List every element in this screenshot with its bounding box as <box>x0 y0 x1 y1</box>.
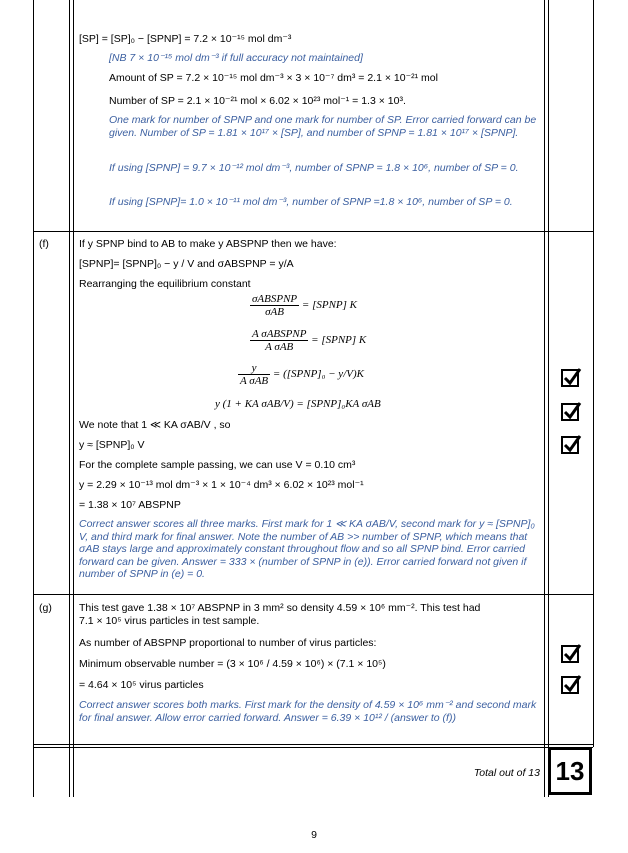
checkbox-checked-icon <box>561 436 579 454</box>
part-label-f: (f) <box>39 238 49 250</box>
table-divider-double-b <box>73 0 74 797</box>
amount-of-sp: Amount of SP = 7.2 × 10⁻¹⁵ mol dm⁻³ × 3 × 10⁻⁷ dm³ = 2.1 × 10⁻²¹ mol <box>109 72 438 84</box>
row-separator-total-b <box>33 747 593 748</box>
eq1-denominator: σAB <box>265 306 284 318</box>
g-line1: This test gave 1.38 × 10⁷ ABSPNP in 3 mm² so density 4.59 × 10⁶ mm⁻². This test had <box>79 602 481 614</box>
f-rearrange: Rearranging the equilibrium constant <box>79 278 251 290</box>
table-divider-double-a <box>69 0 70 797</box>
checkbox-checked-icon <box>561 676 579 694</box>
eq3-rhs: = ([SPNP]₀ − y/V)K <box>272 368 364 381</box>
table-divider-right-a <box>544 0 545 797</box>
f-intro: If y SPNP bind to AB to make y ABSPNP then we have: <box>79 238 337 250</box>
total-label: Total out of 13 <box>473 767 540 779</box>
total-score-box: 13 <box>548 747 592 795</box>
eq3-denominator: A σAB <box>240 375 269 387</box>
eq2-denominator: A σAB <box>265 341 294 353</box>
eq1-numerator: σABSPNP <box>252 293 298 305</box>
checkbox-checked-icon <box>561 403 579 421</box>
row-separator-total-a <box>33 744 593 745</box>
equation-3 <box>238 362 364 387</box>
part-label-g: (g) <box>39 602 52 614</box>
sp-equation: [SP] = [SP]₀ − [SPNP] = 7.2 × 10⁻¹⁵ mol dm⁻³ <box>79 33 292 45</box>
row-separator-ef <box>33 231 593 232</box>
f-relation: [SPNP]= [SPNP]₀ − y / V and σABSPNP = y/A <box>79 258 294 270</box>
g-line2: 7.1 × 10⁵ virus particles in test sample. <box>79 615 260 627</box>
checkbox-checked-icon <box>561 645 579 663</box>
f-approx: y ≈ [SPNP]₀ V <box>79 439 145 451</box>
eq3-numerator: y <box>238 362 270 375</box>
table-left-border <box>33 0 34 797</box>
eq2-rhs: = [SPNP] K <box>311 334 367 347</box>
f-calculation: y = 2.29 × 10⁻¹³ mol dm⁻³ × 1 × 10⁻⁴ dm³ × 6.02 × 10²³ mol⁻¹ <box>79 479 364 491</box>
number-of-sp: Number of SP = 2.1 × 10⁻²¹ mol × 6.02 × 10²³ mol⁻¹ = 1.3 × 10³. <box>109 95 406 107</box>
f-complete-sample: For the complete sample passing, we can use V = 0.10 cm³ <box>79 459 356 471</box>
page-number: 9 <box>311 829 317 841</box>
eq2-numerator: A σABSPNP <box>252 328 307 340</box>
marking-note-e3: If using [SPNP]= 1.0 × 10⁻¹¹ mol dm⁻³, number of SPNP =1.8 × 10⁶, number of SP = 0. <box>109 196 513 208</box>
checkbox-checked-icon <box>561 369 579 387</box>
marking-note-e2: If using [SPNP] = 9.7 × 10⁻¹² mol dm⁻³, number of SPNP = 1.8 × 10⁶, number of SP = 0. <box>109 162 519 174</box>
g-line5: = 4.64 × 10⁵ virus particles <box>79 679 204 691</box>
eq1-rhs: = [SPNP] K <box>301 299 357 312</box>
g-marking-note: Correct answer scores both marks. First mark for the density of 4.59 × 10⁶ mm⁻² and second mark for final answer. Allow error carried forward. Answer = 6.39 × 10¹² / (answer to (f)) <box>79 699 537 724</box>
table-right-border <box>593 0 594 747</box>
equation-4: y (1 + KA σAB/V) = [SPNP]₀KA σAB <box>215 398 381 410</box>
table-divider-right-b <box>548 0 549 797</box>
f-result: = 1.38 × 10⁷ ABSPNP <box>79 499 181 511</box>
nb-note: [NB 7 × 10⁻¹⁵ mol dm⁻³ if full accuracy not maintained] <box>109 52 363 64</box>
equation-1 <box>250 293 357 318</box>
equation-2 <box>250 328 366 353</box>
row-separator-fg <box>33 594 593 595</box>
f-note-that: We note that 1 ≪ KA σAB/V , so <box>79 419 231 431</box>
f-marking-note: Correct answer scores all three marks. First mark for 1 ≪ KA σAB/V, second mark for y ≈ [SPNP]₀ V, and third mark for final answer. Note the number of AB >> number of SPNP, which means that σAB stays large and approximately constant throughout flow and so all SPNP bind. Error carried forward can be given. Answer = 333 × (number of SPNP in (e)). Error carried forward not given if number of SPNP in (e) = 0. <box>79 518 535 580</box>
g-line4: Minimum observable number = (3 × 10⁶ / 4.59 × 10⁶) × (7.1 × 10⁵) <box>79 658 386 670</box>
marking-note-e1: One mark for number of SPNP and one mark for number of SP. Error carried forward can be given. Number of SP = 1.81 × 10¹⁷ × [SP], and number of SPNP = 1.81 × 10¹⁷ × [SPNP]. <box>109 114 537 139</box>
g-line3: As number of ABSPNP proportional to number of virus particles: <box>79 637 377 649</box>
